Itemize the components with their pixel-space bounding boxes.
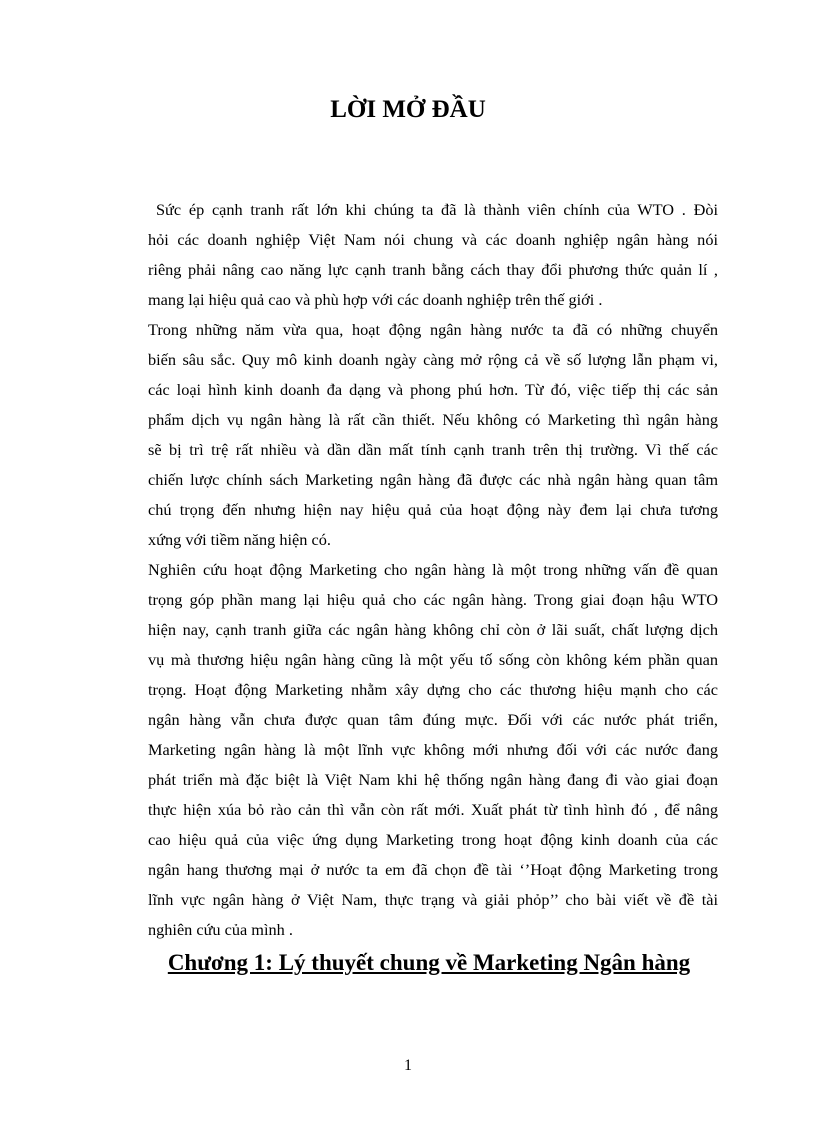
text-line: mang lại hiệu quả cao và phù hợp với các doanh nghiệp trên thế giới . bbox=[148, 290, 603, 309]
text-line: thực hiện xúa bỏ rào cản thì vẫn còn rất mới. Xuất phát từ tình hình đó , để nâng bbox=[148, 800, 718, 819]
text-line: lĩnh vực ngân hàng ở Việt Nam, thực trạng và giải phỏp’’ cho bài viết về đề tài bbox=[148, 890, 718, 909]
text-line: các loại hình kinh doanh đa dạng và phong phú hơn. Từ đó, việc tiếp thị các sản bbox=[148, 380, 718, 399]
page-number: 1 bbox=[404, 1057, 412, 1074]
text-line: phát triển mà đặc biệt là Việt Nam khi hệ thống ngân hàng đang đi vào giai đoạn bbox=[148, 770, 718, 789]
text-line: Trong những năm vừa qua, hoạt động ngân hàng nước ta đã có những chuyển bbox=[148, 320, 718, 339]
text-line: nghiên cứu của mình . bbox=[148, 920, 293, 939]
chapter-heading: Chương 1: Lý thuyết chung về Marketing Ngân hàng bbox=[167, 950, 691, 975]
document-title: LỜI MỞ ĐẦU bbox=[330, 96, 486, 123]
text-line: xứng với tiềm năng hiện có. bbox=[148, 530, 331, 549]
text-line: chiến lược chính sách Marketing ngân hàng đã được các nhà ngân hàng quan tâm bbox=[148, 470, 718, 489]
text-line: Marketing ngân hàng là một lĩnh vực không mới nhưng đối với các nước đang bbox=[148, 740, 718, 759]
text-line: sẽ bị trì trệ rất nhiều và dần dần mất tính cạnh tranh trên thị trường. Vì thế các bbox=[148, 440, 718, 459]
text-line: trọng. Hoạt động Marketing nhằm xây dựng cho các thương hiệu mạnh cho các bbox=[148, 680, 718, 699]
text-line: ngân hàng vẫn chưa được quan tâm đúng mực. Đối với các nước phát triển, bbox=[148, 710, 718, 729]
text-line: riêng phải nâng cao năng lực cạnh tranh bằng cách thay đổi phương thức quản lí , bbox=[148, 260, 718, 279]
text-line: phẩm dịch vụ ngân hàng là rất cần thiết. Nếu không có Marketing thì ngân hàng bbox=[148, 410, 718, 429]
text-line: hỏi các doanh nghiệp Việt Nam nói chung và các doanh nghiệp ngân hàng nói bbox=[148, 230, 718, 249]
text-line: vụ mà thương hiệu ngân hàng cũng là một yếu tố sống còn không kém phần quan bbox=[148, 650, 718, 669]
text-line: cao hiệu quả của việc ứng dụng Marketing trong hoạt động kinh doanh của các bbox=[148, 830, 718, 849]
text-line: Sức ép cạnh tranh rất lớn khi chúng ta đã là thành viên chính của WTO . Đòi bbox=[156, 200, 718, 219]
text-line: Nghiên cứu hoạt động Marketing cho ngân hàng là một trong những vấn đề quan bbox=[148, 560, 718, 579]
text-line: hiện nay, cạnh tranh giữa các ngân hàng không chỉ còn ở lãi suất, chất lượng dịch bbox=[148, 620, 718, 639]
text-line: trọng góp phần mang lại hiệu quả cho các ngân hàng. Trong giai đoạn hậu WTO bbox=[148, 590, 718, 609]
text-line: chú trọng đến nhưng hiện nay hiệu quả của hoạt động này đem lại chưa tương bbox=[148, 500, 718, 519]
text-line: biến sâu sắc. Quy mô kinh doanh ngày càng mở rộng cả về số lượng lẫn phạm vi, bbox=[148, 350, 718, 369]
text-line: ngân hang thương mại ở nước ta em đã chọn đề tài ‘’Hoạt động Marketing trong bbox=[148, 860, 718, 879]
